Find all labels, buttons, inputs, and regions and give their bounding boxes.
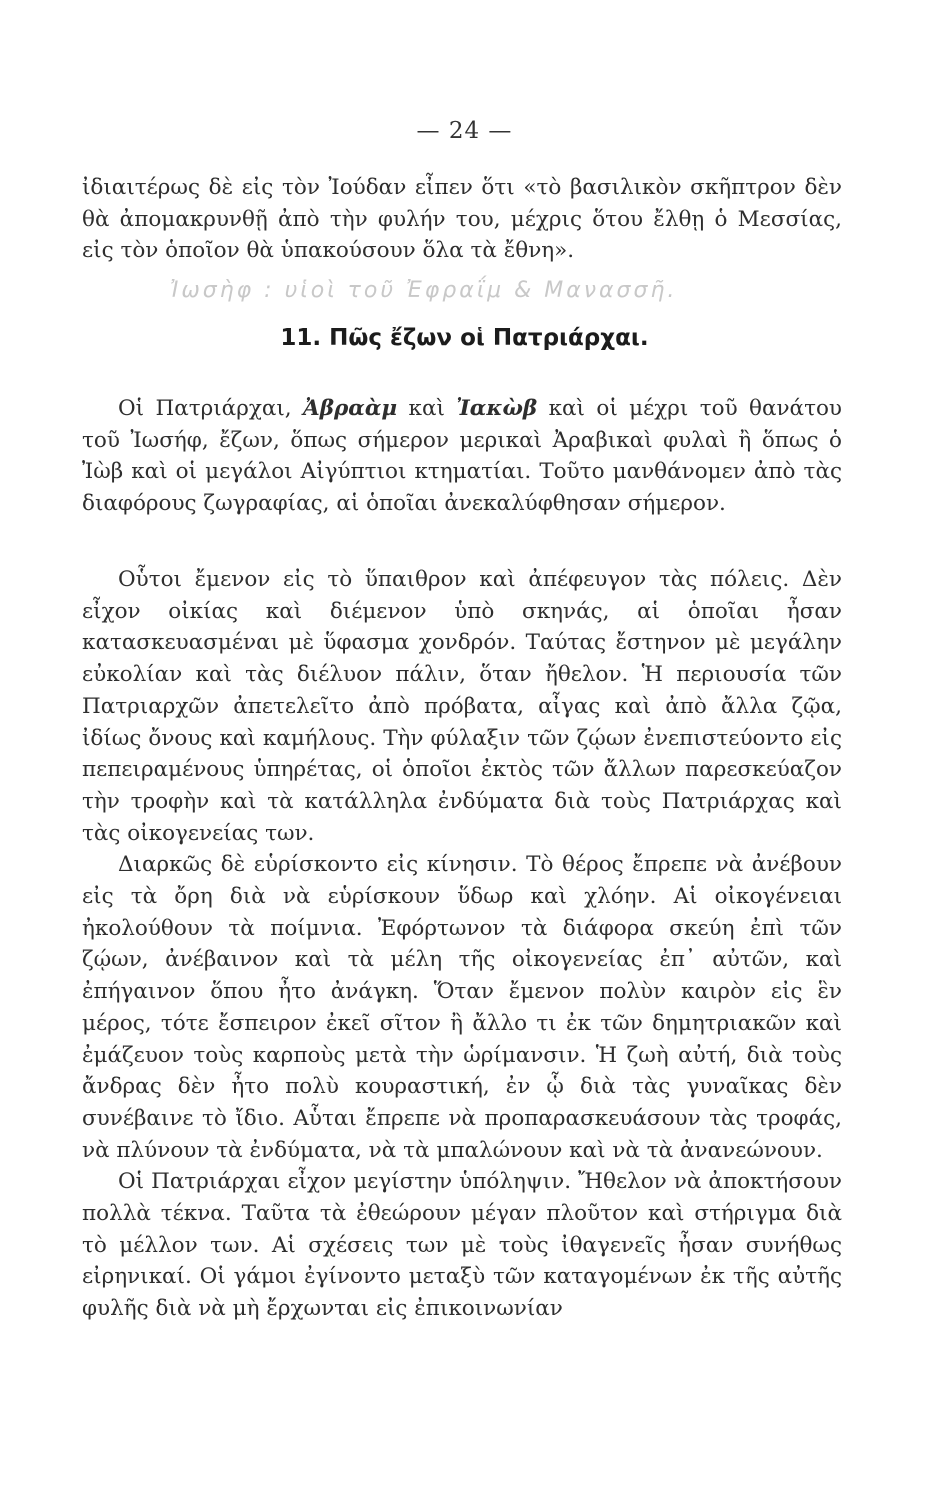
paragraph-patriarchs-intro (82, 393, 842, 520)
handwritten-pencil-note: Ἰωσὴφ : υἱοὶ τοῦ Ἐφραΐμ & Μανασσῆ. (170, 278, 678, 303)
page-number: — 24 — (416, 118, 513, 144)
name-jacob: Ἰακὼβ (456, 396, 538, 421)
paragraph-text: καὶ (397, 396, 457, 421)
section-heading: 11. Πῶς ἔζων οἱ Πατριάρχαι. (280, 325, 649, 351)
paragraph-movement: Διαρκῶς δὲ εὑρίσκοντο εἰς κίνησιν. Τὸ θέρος ἔπρεπε νὰ ἀνέβουν εἰς τὰ ὄρη διὰ νὰ εὑρίσκουν ὕδωρ καὶ χλόην. Αἱ οἰκογένειαι ἠκολούθουν τὰ ποίμνια. Ἐφόρτωνον τὰ διάφορα σκεύη ἐπὶ τῶν ζῴων, ἀνέβαινον καὶ τὰ μέλη τῆς οἰκογενείας ἐπ᾽ αὐτῶν, καὶ ἐπήγαινον ὅπου ἦτο ἀνάγκη. Ὅταν ἔμενον πολὺν καιρὸν εἰς ἓν μέρος, τότε ἔσπειρον ἐκεῖ σῖτον ἢ ἄλλο τι ἐκ τῶν δημητριακῶν καὶ ἐμάζευον τοὺς καρποὺς μετὰ τὴν ὡρίμανσιν. Ἡ ζωὴ αὐτή, διὰ τοὺς ἄνδρας δὲν ἦτο πολὺ κουραστική, ἐν ᾧ διὰ τὰς γυναῖκας δὲν συνέβαινε τὸ ἴδιο. Αὗται ἔπρεπε νὰ προπαρασκευάσουν τὰς τροφάς, νὰ πλύνουν τὰ ἐνδύματα, νὰ τὰ μπαλώνουν καὶ νὰ τὰ ἀνανεώνουν. (82, 852, 842, 1163)
paragraph-continuation: ἰδιαιτέρως δὲ εἰς τὸν Ἰούδαν εἶπεν ὅτι «τὸ βασιλικὸν σκῆπτρον δὲν θὰ ἀπομακρυνθῇ ἀπὸ τὴν φυλήν του, μέχρις ὅτου ἔλθῃ ὁ Μεσσίας, εἰς τὸν ὁποῖον θὰ ὑπακούσουν ὅλα τὰ ἔθνη». (82, 175, 842, 264)
paragraph-text: καὶ οἱ μέχρι τοῦ θανάτου τοῦ Ἰωσήφ, ἔζων, ὅπως σήμερον μερικαὶ Ἀραβικαὶ φυλαὶ ἢ ὅπως ὁ Ἰὼβ καὶ οἱ μεγάλοι Αἰγύπτιοι κτηματίαι. Τοῦτο μανθάνομεν ἀπὸ τὰς διαφόρους ζωγραφίας, αἱ ὁποῖαι ἀνεκαλύφθησαν σήμερον. (82, 396, 842, 517)
paragraph-reputation: Οἱ Πατριάρχαι εἶχον μεγίστην ὑπόληψιν. Ἤθελον νὰ ἀποκτήσουν πολλὰ τέκνα. Ταῦτα τὰ ἐθεώρουν μέγαν πλοῦτον καὶ στήριγμα διὰ τὸ μέλλον των. Αἱ σχέσεις των μὲ τοὺς ἰθαγενεῖς ἦσαν συνήθως εἰρηνικαί. Οἱ γάμοι ἐγίνοντο μεταξὺ τῶν καταγομένων ἐκ τῆς αὐτῆς φυλῆς διὰ νὰ μὴ ἔρχωνται εἰς ἐπικοινωνίαν (82, 1169, 842, 1322)
paragraph-tents: Οὗτοι ἔμενον εἰς τὸ ὕπαιθρον καὶ ἀπέφευγον τὰς πόλεις. Δὲν εἶχον οἰκίας καὶ διέμενον ὑπὸ σκηνάς, αἱ ὁποῖαι ἦσαν κατασκευασμέναι μὲ ὕφασμα χονδρόν. Ταύτας ἔστηνον μὲ μεγάλην εὐκολίαν καὶ τὰς διέλυον πάλιν, ὅταν ἤθελον. Ἡ περιουσία τῶν Πατριαρχῶν ἀπετελεῖτο ἀπὸ πρόβατα, αἶγας καὶ ἀπὸ ἄλλα ζῷα, ἰδίως ὄνους καὶ καμήλους. Τὴν φύλαξιν τῶν ζῴων ἐνεπιστεύοντο εἰς πεπειραμένους ὑπηρέτας, οἱ ὁποῖοι ἐκτὸς τῶν ἄλλων παρεσκεύαζον τὴν τροφὴν καὶ τὰ κατάλληλα ἐνδύματα διὰ τοὺς Πατριάρχας καὶ τὰς οἰκογενείας των. (82, 567, 842, 846)
paragraph-text: Οἱ Πατριάρχαι, (118, 396, 304, 421)
name-abraham: Ἀβραὰμ (303, 396, 398, 421)
body-text (82, 564, 842, 1325)
